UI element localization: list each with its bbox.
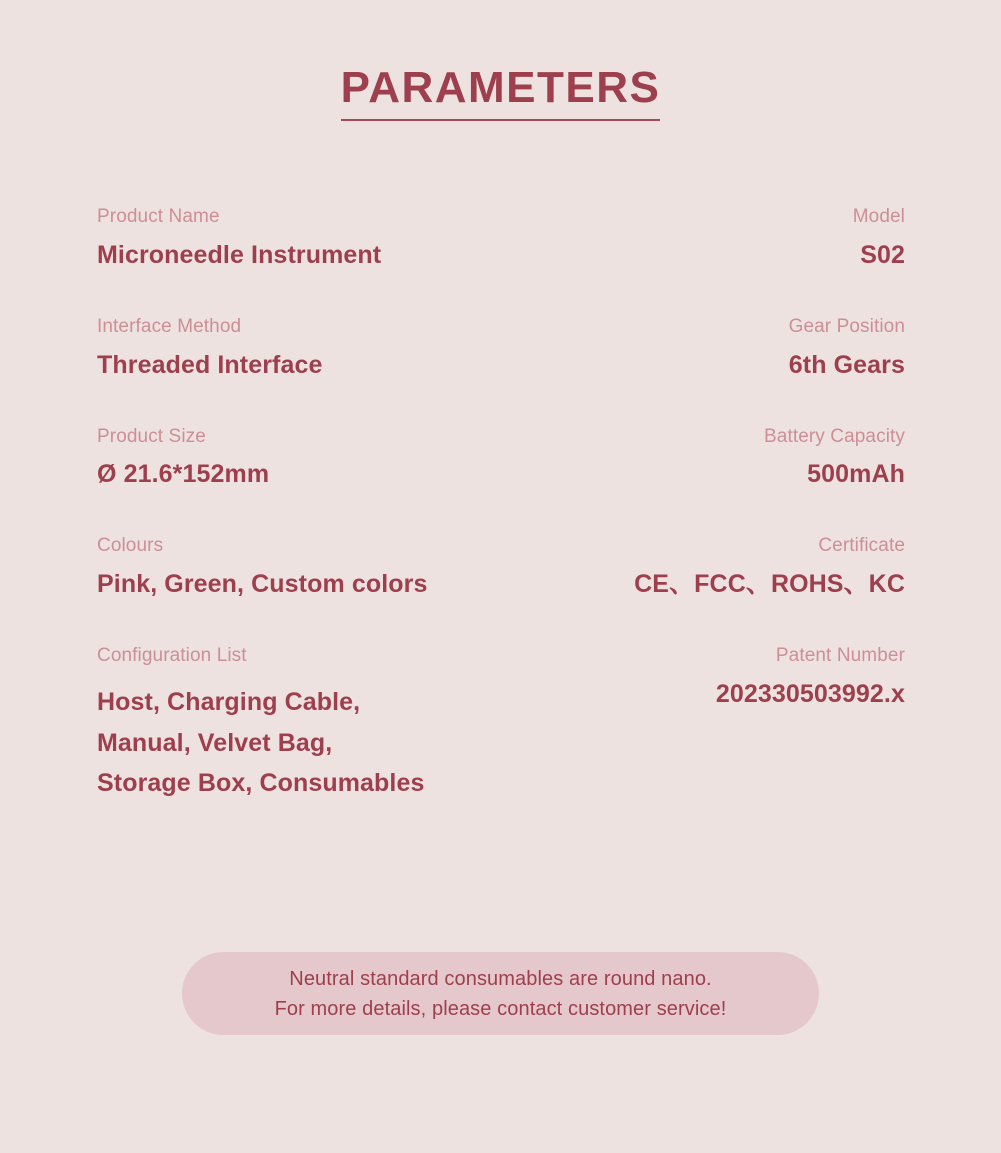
- spec-row: [97, 534, 905, 597]
- spec-value: Pink, Green, Custom colors: [97, 570, 428, 598]
- spec-value-line: Manual, Velvet Bag,: [97, 728, 333, 757]
- spec-cell-configuration-list: [97, 644, 424, 804]
- spec-row: [97, 644, 905, 804]
- spec-cell-patent-number: [716, 644, 905, 707]
- spec-label: Product Name: [97, 206, 220, 227]
- spec-value: S02: [860, 240, 905, 269]
- spec-cell-battery-capacity: [764, 425, 905, 488]
- spec-value-line: Host, Charging Cable,: [97, 687, 361, 716]
- footer-note-container: [0, 952, 1001, 1035]
- specifications-table: [97, 205, 905, 804]
- spec-row: [97, 315, 905, 378]
- spec-label: Configuration List: [97, 645, 247, 666]
- footer-note-line-1: Neutral standard consumables are round nano.: [289, 967, 712, 990]
- spec-value: Threaded Interface: [97, 350, 323, 379]
- spec-cell-certificate: [634, 534, 905, 597]
- spec-cell-product-name: [97, 205, 381, 268]
- spec-row: [97, 425, 905, 488]
- spec-label: Product Size: [97, 425, 206, 447]
- page-title: PARAMETERS: [341, 64, 661, 121]
- spec-cell-gear-position: [789, 315, 905, 378]
- spec-label: Interface Method: [97, 315, 242, 337]
- spec-value: [97, 682, 424, 804]
- spec-value: Ø 21.6*152mm: [97, 460, 270, 489]
- spec-value: Microneedle Instrument: [97, 240, 382, 269]
- spec-value-line: Storage Box, Consumables: [97, 769, 425, 798]
- spec-value: CE、FCC、ROHS、KC: [634, 570, 905, 598]
- spec-cell-interface-method: [97, 315, 322, 378]
- spec-label: Battery Capacity: [764, 425, 905, 447]
- spec-value: 6th Gears: [788, 350, 905, 379]
- footer-note-pill: [182, 952, 819, 1035]
- spec-cell-model: [853, 205, 905, 268]
- spec-label: Certificate: [818, 535, 905, 557]
- spec-row: [97, 205, 905, 268]
- spec-label: Gear Position: [788, 315, 905, 337]
- spec-cell-product-size: [97, 425, 269, 488]
- spec-value: 202330503992.x: [715, 679, 905, 708]
- footer-note-line-2: For more details, please contact customer service!: [274, 997, 727, 1020]
- spec-label: Model: [852, 206, 905, 227]
- spec-label: Patent Number: [775, 645, 905, 666]
- spec-cell-colours: [97, 534, 427, 597]
- spec-label: Colours: [97, 535, 164, 557]
- spec-value: 500mAh: [807, 460, 905, 489]
- page-title-container: [0, 64, 1001, 121]
